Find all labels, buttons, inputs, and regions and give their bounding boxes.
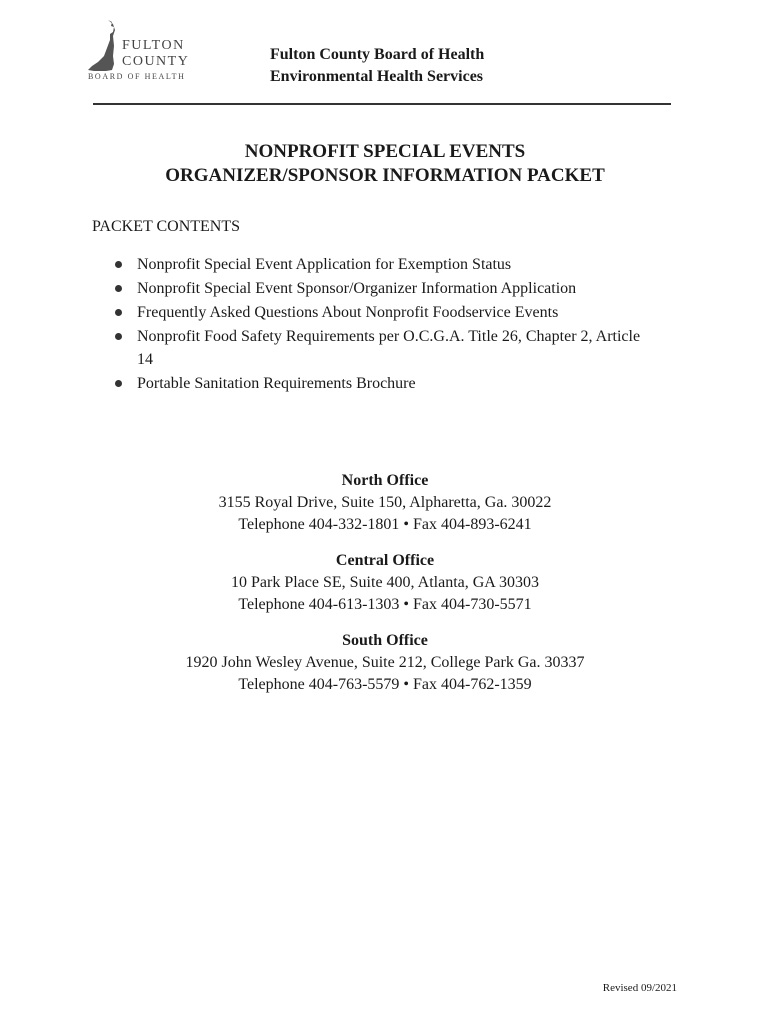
list-item xyxy=(112,253,652,276)
list-item-text: Portable Sanitation Requirements Brochure xyxy=(137,375,416,392)
south-office xyxy=(0,630,770,696)
north-office xyxy=(0,470,770,536)
bullet-icon xyxy=(115,333,122,340)
packet-contents-heading: PACKET CONTENTS xyxy=(92,218,241,235)
logo-text-fulton: FULTON xyxy=(122,38,185,53)
office-address: 1920 John Wesley Avenue, Suite 212, College Park Ga. 30337 xyxy=(185,654,585,671)
list-item xyxy=(112,301,652,324)
board-of-health-logo xyxy=(86,18,226,84)
county-silhouette-icon xyxy=(86,18,126,74)
title-line-1: NONPROFIT SPECIAL EVENTS xyxy=(244,141,526,162)
list-item-text: Frequently Asked Questions About Nonprofit Foodservice Events xyxy=(137,304,559,321)
list-item-text: Nonprofit Food Safety Requirements per O.C.G.A. Title 26, Chapter 2, Article 14 xyxy=(137,328,641,368)
office-phone: Telephone 404-763-5579 • Fax 404-762-1359 xyxy=(238,676,532,693)
list-item xyxy=(112,277,652,300)
bullet-icon xyxy=(115,285,122,292)
central-office xyxy=(0,550,770,616)
bullet-icon xyxy=(115,380,122,387)
packet-contents-list xyxy=(112,253,652,396)
bullet-icon xyxy=(115,309,122,316)
org-name: Fulton County Board of Health xyxy=(270,46,485,63)
list-item-text: Nonprofit Special Event Application for Exemption Status xyxy=(137,256,512,273)
list-item xyxy=(112,325,652,371)
office-address: 10 Park Place SE, Suite 400, Atlanta, GA 30303 xyxy=(231,574,539,591)
logo-text-county: COUNTY xyxy=(122,54,190,69)
office-phone: Telephone 404-613-1303 • Fax 404-730-5571 xyxy=(238,596,532,613)
office-phone: Telephone 404-332-1801 • Fax 404-893-6241 xyxy=(238,516,532,533)
office-name: South Office xyxy=(342,632,428,649)
office-name: North Office xyxy=(341,472,429,489)
office-name: Central Office xyxy=(335,552,435,569)
logo-text-board: BOARD OF HEALTH xyxy=(88,72,186,81)
title-line-2: ORGANIZER/SPONSOR INFORMATION PACKET xyxy=(165,165,605,186)
packet-title xyxy=(0,140,770,188)
list-item-text: Nonprofit Special Event Sponsor/Organizer Information Application xyxy=(137,280,577,297)
org-header xyxy=(270,44,484,88)
header-divider xyxy=(93,103,671,105)
office-address: 3155 Royal Drive, Suite 150, Alpharetta, Ga. 30022 xyxy=(218,494,552,511)
revision-date: Revised 09/2021 xyxy=(602,982,677,994)
list-item xyxy=(112,372,652,395)
department-name: Environmental Health Services xyxy=(270,68,484,85)
bullet-icon xyxy=(115,261,122,268)
office-locations xyxy=(0,470,770,710)
